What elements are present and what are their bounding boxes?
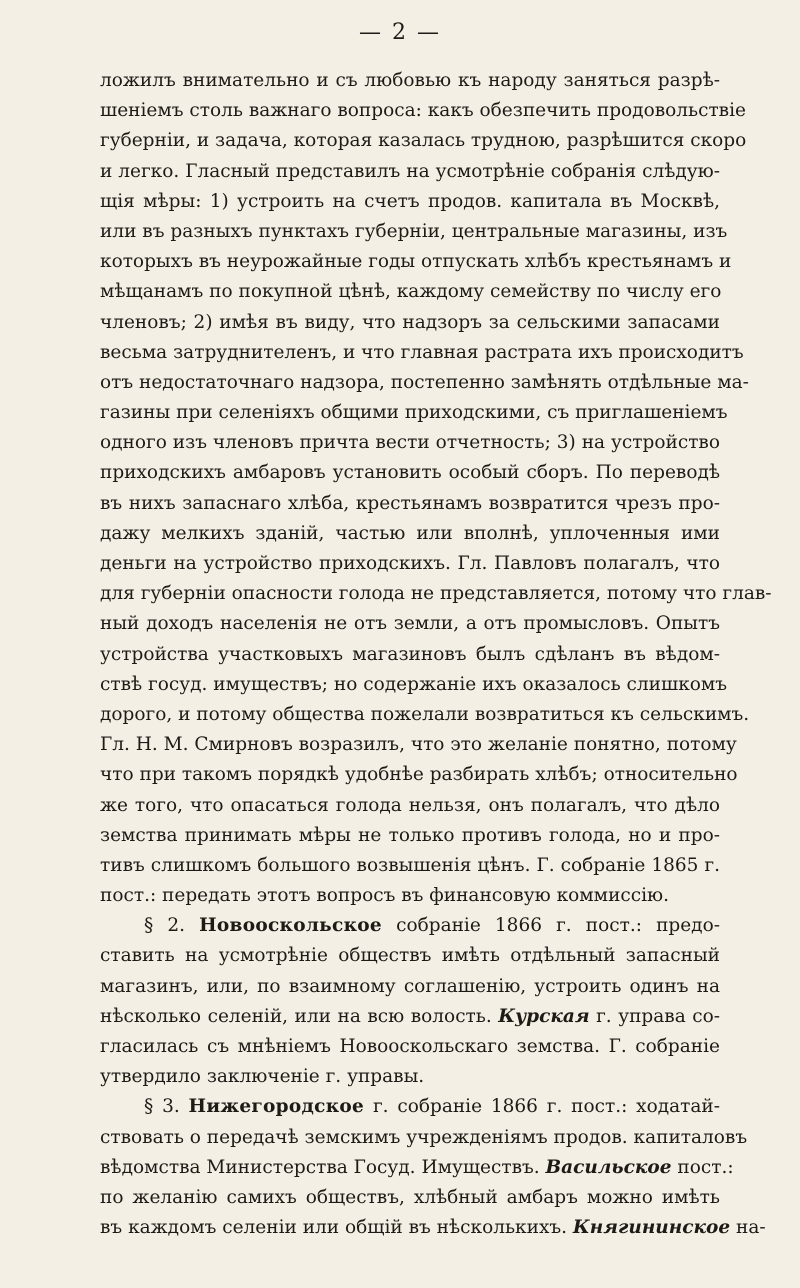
section-3-first-line — [100, 1092, 720, 1122]
zemstvo-name-italic: Васильское — [545, 1156, 672, 1178]
text-line: ствѣ госуд. имуществъ; но содержаніе ихъ оказалось слишкомъ — [100, 673, 728, 695]
section-number: § 2. — [144, 915, 186, 937]
zemstvo-name-italic: Курская — [498, 1005, 590, 1027]
text-line: деньги на устройство приходскихъ. Гл. Павловъ полагалъ, что — [100, 553, 720, 574]
text-line: тивъ слишкомъ большого возвышенія цѣнъ. Г. собраніе 1865 г. — [100, 854, 720, 876]
text-fragment: на- — [736, 1217, 766, 1239]
text-line: или въ разныхъ пунктахъ губерніи, центральные магазины, изъ — [100, 220, 728, 242]
text-line: по желанію самихъ обществъ, хлѣбный амбаръ можно имѣть — [100, 1186, 720, 1208]
text-line: шеніемъ столь важнаго вопроса: какъ обезпечить продовольствіе — [100, 100, 746, 122]
text-fragment: собраніе 1866 г. пост.: предо- — [396, 915, 720, 937]
text-line: гласилась съ мнѣніемъ Новооскольскаго земства. Г. собраніе — [100, 1036, 720, 1057]
text-line: которыхъ въ неурожайные годы отпускать хлѣбъ крестьянамъ и — [100, 251, 732, 273]
text-line: ный доходъ населенія не отъ земли, а отъ промысловъ. Опытъ — [100, 613, 720, 635]
text-line: же того, что опасаться голода нельзя, онъ полагалъ, что дѣло — [100, 794, 720, 816]
text-line: губерніи, и задача, которая казалась трудною, разрѣшится скоро — [100, 130, 747, 152]
text-line: магазинъ, или, по взаимному соглашенію, устроить одинъ на — [100, 975, 720, 997]
text-fragment: вѣдомства Министерства Госуд. Имуществъ. — [100, 1156, 540, 1178]
text-line: въ нихъ запаснаго хлѣба, крестьянамъ возвратится чрезъ про- — [100, 492, 720, 514]
text-fragment: пост.: — [677, 1156, 734, 1178]
text-line: щія мѣры: 1) устроить на счетъ продов. капитала въ Москвѣ, — [100, 190, 720, 212]
section-number: § 3. — [144, 1096, 180, 1118]
text-fragment: г. собраніе 1866 г. пост.: ходатай- — [372, 1096, 720, 1118]
text-line: дорого, и потому общества пожелали возвратиться къ сельскимъ. — [100, 703, 750, 725]
text-line — [100, 1002, 720, 1032]
text-line: одного изъ членовъ причта вести отчетность; 3) на устройство — [100, 432, 720, 454]
text-line: для губерніи опасности голода не представляется, потому что глав- — [100, 583, 772, 605]
text-line: ложилъ внимательно и съ любовью къ народу заняться разрѣ- — [100, 70, 720, 91]
zemstvo-name: Нижегородское — [188, 1096, 365, 1118]
text-line — [100, 1153, 734, 1183]
text-line: земства принимать мѣры не только противъ голода, но и про- — [100, 824, 720, 846]
text-line: ставить на усмотрѣніе обществъ имѣть отдѣльный запасный — [100, 945, 720, 967]
text-line: дажу мелкихъ зданій, частью или вполнѣ, уплоченныя ими — [100, 522, 720, 544]
text-body — [100, 66, 772, 1243]
zemstvo-name-italic: Княгининское — [572, 1217, 731, 1239]
section-2-first-line — [100, 911, 720, 941]
text-line — [100, 1213, 766, 1243]
text-line: и легко. Гласный представилъ на усмотрѣніе собранія слѣдую- — [100, 160, 720, 182]
text-fragment: нѣсколько селеній, или на всю волость. — [100, 1005, 492, 1027]
text-line: устройства участковыхъ магазиновъ былъ сдѣланъ въ вѣдом- — [100, 643, 720, 665]
page-number: — 2 — — [359, 20, 441, 45]
text-line: газины при селеніяхъ общими приходскими, съ приглашеніемъ — [100, 402, 728, 424]
text-fragment: г. управа со- — [596, 1005, 720, 1027]
text-line: приходскихъ амбаровъ установить особый сборъ. По переводѣ — [100, 462, 720, 484]
text-line: Гл. Н. М. Смирновъ возразилъ, что это желаніе понятно, потому — [100, 734, 737, 756]
text-line: что при такомъ порядкѣ удобнѣе разбирать хлѣбъ; относительно — [100, 764, 738, 786]
text-line: ствовать о передачѣ земскимъ учрежденіямъ продов. капиталовъ — [100, 1126, 748, 1148]
zemstvo-name: Новооскольское — [199, 915, 382, 937]
text-line: утвердило заключеніе г. управы. — [100, 1066, 425, 1088]
text-line: мѣщанамъ по покупной цѣнѣ, каждому семейству по числу его — [100, 281, 722, 303]
text-fragment: въ каждомъ селеніи или общій въ нѣсколькихъ. — [100, 1217, 568, 1239]
text-line: членовъ; 2) имѣя въ виду, что надзоръ за сельскими запасами — [100, 311, 720, 333]
text-line: пост.: передать этотъ вопросъ въ финансовую коммиссію. — [100, 885, 670, 907]
text-line: весьма затруднителенъ, и что главная растрата ихъ происходитъ — [100, 341, 744, 363]
text-line: отъ недостаточнаго надзора, постепенно замѣнять отдѣльные ма- — [100, 371, 749, 393]
